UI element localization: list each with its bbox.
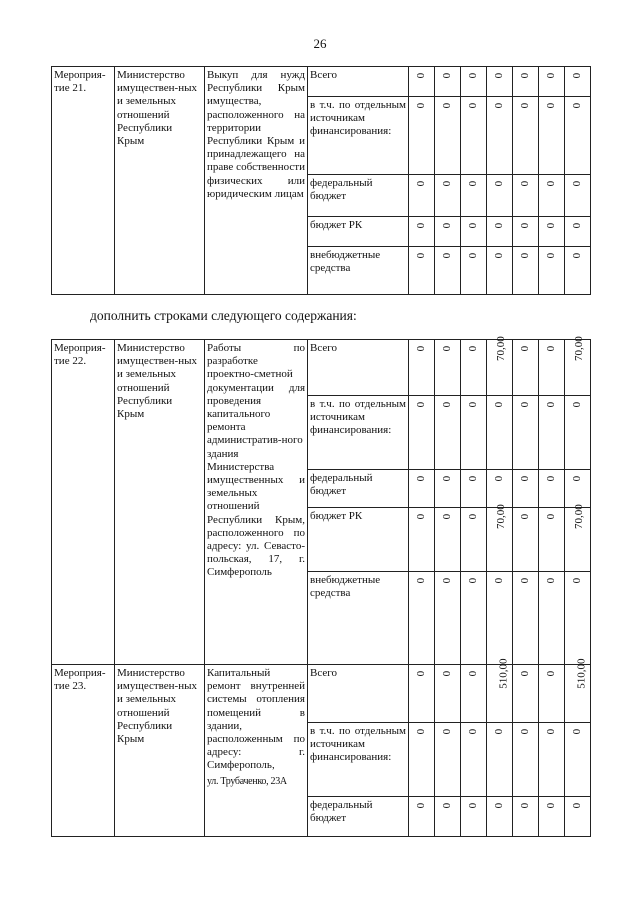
executor-cell: Министерство имуществен-ных и земельных отношений Республики Крым <box>115 67 205 295</box>
measure-21-table <box>51 66 591 295</box>
value-cell: 0 <box>435 340 461 396</box>
value-cell: 0 <box>409 470 435 508</box>
value-cell: 70,00 <box>487 340 513 396</box>
value-cell: 510,00 <box>565 665 591 723</box>
value-cell: 0 <box>513 340 539 396</box>
executor-cell: Министерство имуществен-ных и земельных отношений Республики Крым <box>115 340 205 665</box>
value-cell: 0 <box>409 396 435 470</box>
value-cell: 0 <box>487 723 513 797</box>
value-cell: 0 <box>539 247 565 295</box>
description-cell: Выкуп для нужд Республики Крым имущества, расположенного на территории Республики Крым и принадлежащего на праве собственности физических или юридическим лицам <box>205 67 308 295</box>
value-cell: 0 <box>409 665 435 723</box>
value-cell: 0 <box>461 217 487 247</box>
value-cell: 0 <box>539 217 565 247</box>
value-cell: 0 <box>565 67 591 97</box>
source-cell: внебюджетные средства <box>308 572 409 665</box>
value-cell: 0 <box>565 797 591 837</box>
value-cell: 0 <box>539 340 565 396</box>
value-cell: 0 <box>513 470 539 508</box>
value-cell: 0 <box>513 508 539 572</box>
value-cell: 0 <box>487 572 513 665</box>
value-cell: 0 <box>409 217 435 247</box>
value-cell: 0 <box>487 217 513 247</box>
value-cell: 0 <box>409 723 435 797</box>
source-cell: Всего <box>308 340 409 396</box>
value-cell: 0 <box>565 175 591 217</box>
value-cell: 0 <box>435 470 461 508</box>
value-cell: 0 <box>565 247 591 295</box>
value-cell: 0 <box>461 470 487 508</box>
description-cell: Работы по разработке проектно-сметной документации для проведения капитального ремонта административ-ного здания Министерства имущественных и земельных отношений Республики Крым, расположенного по адресу: ул. Севасто-польская, 17, г. Симферополь <box>205 340 308 665</box>
value-cell: 0 <box>565 572 591 665</box>
source-cell: федеральный бюджет <box>308 470 409 508</box>
value-cell: 70,00 <box>565 340 591 396</box>
source-cell: Всего <box>308 665 409 723</box>
value-cell: 0 <box>513 175 539 217</box>
value-cell: 0 <box>539 67 565 97</box>
source-cell: в т.ч. по отдельным источникам финансирования: <box>308 97 409 175</box>
value-cell: 0 <box>461 396 487 470</box>
measures-22-23-table <box>51 336 591 837</box>
value-cell: 0 <box>461 67 487 97</box>
value-cell: 0 <box>461 508 487 572</box>
description-text: Капитальный ремонт внутренней системы отопления помещений в здании, расположенным по адресу: г. Симферополь, <box>207 667 305 772</box>
address-line: ул. Трубаченко, 23А <box>207 775 287 787</box>
value-cell: 0 <box>539 572 565 665</box>
source-cell: федеральный бюджет <box>308 175 409 217</box>
value-cell: 0 <box>435 217 461 247</box>
value-cell: 0 <box>513 797 539 837</box>
value-cell: 0 <box>513 572 539 665</box>
value-cell: 0 <box>409 67 435 97</box>
value-cell: 0 <box>539 470 565 508</box>
executor-cell: Министерство имуществен-ных и земельных отношений Республики Крым <box>115 665 205 837</box>
value-cell: 0 <box>487 67 513 97</box>
value-cell: 0 <box>539 396 565 470</box>
value-cell: 0 <box>435 247 461 295</box>
value-cell: 0 <box>539 723 565 797</box>
value-cell: 0 <box>409 797 435 837</box>
page-number: 26 <box>313 36 327 51</box>
insert-phrase: дополнить строками следующего содержания: <box>90 308 357 323</box>
value-cell: 0 <box>435 508 461 572</box>
value-cell: 0 <box>435 797 461 837</box>
value-cell: 0 <box>565 97 591 175</box>
value-cell: 0 <box>409 508 435 572</box>
value-cell: 0 <box>409 97 435 175</box>
value-cell: 0 <box>435 723 461 797</box>
value-cell: 0 <box>539 665 565 723</box>
value-cell: 0 <box>539 797 565 837</box>
value-cell: 0 <box>409 572 435 665</box>
value-cell: 0 <box>409 340 435 396</box>
measure-label: Мероприя-тие 22. <box>52 340 115 665</box>
value-cell: 0 <box>435 396 461 470</box>
value-cell: 0 <box>461 175 487 217</box>
source-cell: Всего <box>308 67 409 97</box>
value-cell: 0 <box>513 396 539 470</box>
value-cell: 0 <box>409 247 435 295</box>
value-cell: 510,00 <box>487 665 513 723</box>
value-cell: 0 <box>487 175 513 217</box>
value-cell: 0 <box>461 797 487 837</box>
value-cell: 0 <box>461 247 487 295</box>
value-cell: 0 <box>565 217 591 247</box>
value-cell: 0 <box>461 723 487 797</box>
value-cell: 0 <box>539 175 565 217</box>
value-cell: 0 <box>435 665 461 723</box>
value-cell: 0 <box>461 572 487 665</box>
value-cell: 0 <box>435 175 461 217</box>
value-cell: 0 <box>513 97 539 175</box>
value-cell: 70,00 <box>487 508 513 572</box>
value-cell: 0 <box>435 572 461 665</box>
measure-label: Мероприя-тие 23. <box>52 665 115 837</box>
source-cell: бюджет РК <box>308 508 409 572</box>
source-cell: федеральный бюджет <box>308 797 409 837</box>
value-cell: 0 <box>435 67 461 97</box>
value-cell: 0 <box>513 67 539 97</box>
value-cell: 0 <box>513 217 539 247</box>
value-cell: 0 <box>487 247 513 295</box>
value-cell: 0 <box>513 723 539 797</box>
source-cell: бюджет РК <box>308 217 409 247</box>
value-cell: 0 <box>487 470 513 508</box>
source-cell: внебюджетные средства <box>308 247 409 295</box>
value-cell: 0 <box>461 665 487 723</box>
source-cell: в т.ч. по отдельным источникам финансирования: <box>308 396 409 470</box>
value-cell: 0 <box>513 665 539 723</box>
value-cell: 0 <box>539 97 565 175</box>
value-cell: 0 <box>565 723 591 797</box>
value-cell: 0 <box>565 396 591 470</box>
value-cell: 0 <box>461 97 487 175</box>
description-cell <box>205 665 308 837</box>
value-cell: 0 <box>487 97 513 175</box>
value-cell: 0 <box>565 470 591 508</box>
value-cell: 0 <box>435 97 461 175</box>
value-cell: 70,00 <box>565 508 591 572</box>
value-cell: 0 <box>513 247 539 295</box>
value-cell: 0 <box>487 396 513 470</box>
measure-label: Мероприя-тие 21. <box>52 67 115 295</box>
value-cell: 0 <box>409 175 435 217</box>
value-cell: 0 <box>487 797 513 837</box>
value-cell: 0 <box>539 508 565 572</box>
source-cell: в т.ч. по отдельным источникам финансирования: <box>308 723 409 797</box>
value-cell: 0 <box>461 340 487 396</box>
